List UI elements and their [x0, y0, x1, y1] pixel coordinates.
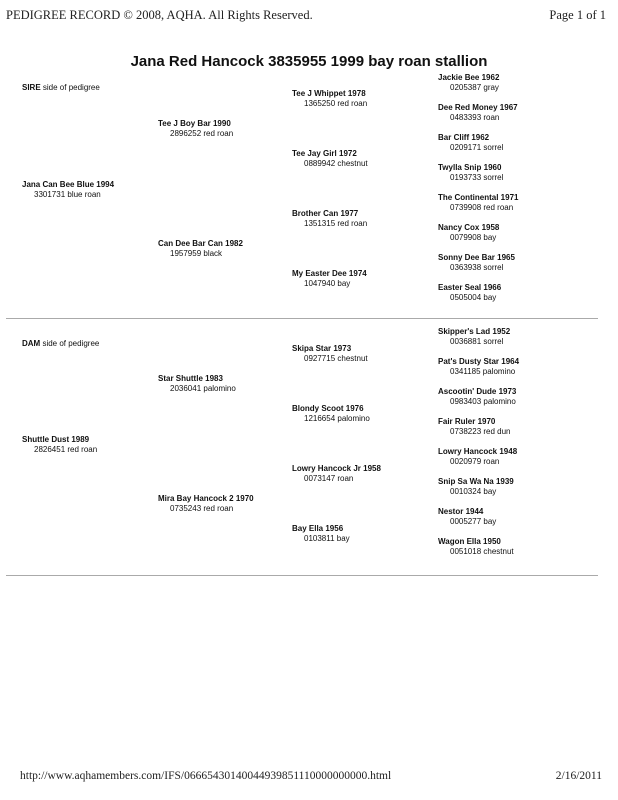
dam-dam[interactable] [158, 494, 254, 514]
section-divider-bottom [6, 575, 598, 576]
horse-reg: 2036041 palomino [170, 384, 236, 393]
horse-reg: 0341185 palomino [450, 367, 516, 376]
horse-name: Nancy Cox 1958 [438, 223, 500, 232]
horse-reg: 0483393 roan [450, 113, 500, 122]
horse-reg: 0735243 red roan [170, 504, 234, 513]
dam-g4-5[interactable] [438, 447, 517, 467]
horse-name: Shuttle Dust 1989 [22, 435, 90, 444]
horse-name: Skipper's Lad 1952 [438, 327, 511, 336]
sire-g4-4[interactable] [438, 163, 503, 183]
sire-side-bold: SIRE [22, 83, 41, 92]
horse-reg: 1957959 black [170, 249, 223, 258]
horse-name: Nestor 1944 [438, 507, 484, 516]
dam-g3-4[interactable] [292, 524, 350, 544]
horse-name: Tee Jay Girl 1972 [292, 149, 357, 158]
horse-reg: 0363938 sorrel [450, 263, 504, 272]
horse-name: My Easter Dee 1974 [292, 269, 367, 278]
horse-name: Tee J Boy Bar 1990 [158, 119, 231, 128]
horse-reg: 0983403 palomino [450, 397, 516, 406]
dam-g4-6[interactable] [438, 477, 514, 497]
sire-horse[interactable] [22, 180, 114, 200]
horse-name: Can Dee Bar Can 1982 [158, 239, 243, 248]
horse-name: Tee J Whippet 1978 [292, 89, 366, 98]
dam-g3-2[interactable] [292, 404, 370, 424]
horse-name: Jackie Bee 1962 [438, 73, 500, 82]
sire-g4-6[interactable] [438, 223, 499, 243]
section-divider [6, 318, 598, 319]
horse-reg: 0505004 bay [450, 293, 497, 302]
footer-url: http://www.aqhamembers.com/IFS/06665430140044939851110000000000.html [20, 770, 392, 782]
dam-g4-4[interactable] [438, 417, 511, 437]
horse-name: Brother Can 1977 [292, 209, 359, 218]
sire-g3-2[interactable] [292, 149, 368, 169]
sire-side-rest: side of pedigree [40, 83, 100, 92]
page-title: Jana Red Hancock 3835955 1999 bay roan stallion [130, 53, 488, 70]
header-title: PEDIGREE RECORD © 2008, AQHA. All Rights Reserved. [6, 8, 313, 22]
horse-reg: 0205387 gray [450, 83, 499, 92]
horse-name: The Continental 1971 [438, 193, 519, 202]
dam-g4-2[interactable] [438, 357, 519, 377]
dam-g4-7[interactable] [438, 507, 496, 527]
sire-g4-1[interactable] [438, 73, 499, 93]
horse-name: Snip Sa Wa Na 1939 [438, 477, 514, 486]
horse-name: Mira Bay Hancock 2 1970 [158, 494, 254, 503]
horse-reg: 0193733 sorrel [450, 173, 504, 182]
horse-reg: 1216654 palomino [304, 414, 370, 423]
dam-g4-3[interactable] [438, 387, 516, 407]
horse-reg: 0036881 sorrel [450, 337, 504, 346]
horse-name: Fair Ruler 1970 [438, 417, 496, 426]
horse-reg: 3301731 blue roan [34, 190, 101, 199]
horse-name: Star Shuttle 1983 [158, 374, 223, 383]
sire-g4-3[interactable] [438, 133, 503, 153]
horse-name: Blondy Scoot 1976 [292, 404, 364, 413]
sire-g4-8[interactable] [438, 283, 501, 303]
sire-g4-7[interactable] [438, 253, 515, 273]
sire-g3-4[interactable] [292, 269, 367, 289]
horse-name: Bar Cliff 1962 [438, 133, 490, 142]
horse-reg: 0889942 chestnut [304, 159, 368, 168]
sire-side-label [22, 83, 100, 92]
dam-side-bold: DAM [22, 339, 41, 348]
sire-g4-2[interactable] [438, 103, 518, 123]
page-number: Page 1 of 1 [549, 8, 606, 22]
horse-name: Twylla Snip 1960 [438, 163, 502, 172]
horse-reg: 1365250 red roan [304, 99, 368, 108]
horse-reg: 2896252 red roan [170, 129, 234, 138]
horse-name: Wagon Ella 1950 [438, 537, 501, 546]
dam-g4-1[interactable] [438, 327, 510, 347]
dam-g4-8[interactable] [438, 537, 514, 557]
horse-name: Jana Can Bee Blue 1994 [22, 180, 115, 189]
sire-dam[interactable] [158, 239, 243, 259]
sire-sire[interactable] [158, 119, 233, 139]
horse-reg: 0103811 bay [304, 534, 350, 543]
horse-name: Ascootin' Dude 1973 [438, 387, 517, 396]
dam-horse[interactable] [22, 435, 97, 455]
horse-reg: 0073147 roan [304, 474, 354, 483]
horse-reg: 2826451 red roan [34, 445, 98, 454]
horse-name: Easter Seal 1966 [438, 283, 502, 292]
horse-name: Bay Ella 1956 [292, 524, 344, 533]
dam-sire[interactable] [158, 374, 236, 394]
horse-reg: 0739908 red roan [450, 203, 514, 212]
horse-reg: 0927715 chestnut [304, 354, 368, 363]
horse-reg: 0738223 red dun [450, 427, 511, 436]
horse-name: Lowry Hancock Jr 1958 [292, 464, 381, 473]
horse-reg: 0005277 bay [450, 517, 497, 526]
horse-name: Dee Red Money 1967 [438, 103, 518, 112]
dam-side-rest: side of pedigree [40, 339, 100, 348]
horse-name: Sonny Dee Bar 1965 [438, 253, 515, 262]
horse-reg: 1047940 bay [304, 279, 351, 288]
sire-g3-3[interactable] [292, 209, 367, 229]
horse-name: Pat's Dusty Star 1964 [438, 357, 520, 366]
footer-date: 2/16/2011 [555, 770, 602, 782]
horse-reg: 1351315 red roan [304, 219, 368, 228]
horse-reg: 0051018 chestnut [450, 547, 514, 556]
horse-name: Skipa Star 1973 [292, 344, 352, 353]
sire-g4-5[interactable] [438, 193, 518, 213]
dam-side-label [22, 339, 99, 348]
horse-name: Lowry Hancock 1948 [438, 447, 518, 456]
sire-g3-1[interactable] [292, 89, 367, 109]
dam-g3-3[interactable] [292, 464, 381, 484]
horse-reg: 0209171 sorrel [450, 143, 504, 152]
horse-reg: 0079908 bay [450, 233, 497, 242]
dam-g3-1[interactable] [292, 344, 368, 364]
horse-reg: 0020979 roan [450, 457, 500, 466]
horse-reg: 0010324 bay [450, 487, 497, 496]
